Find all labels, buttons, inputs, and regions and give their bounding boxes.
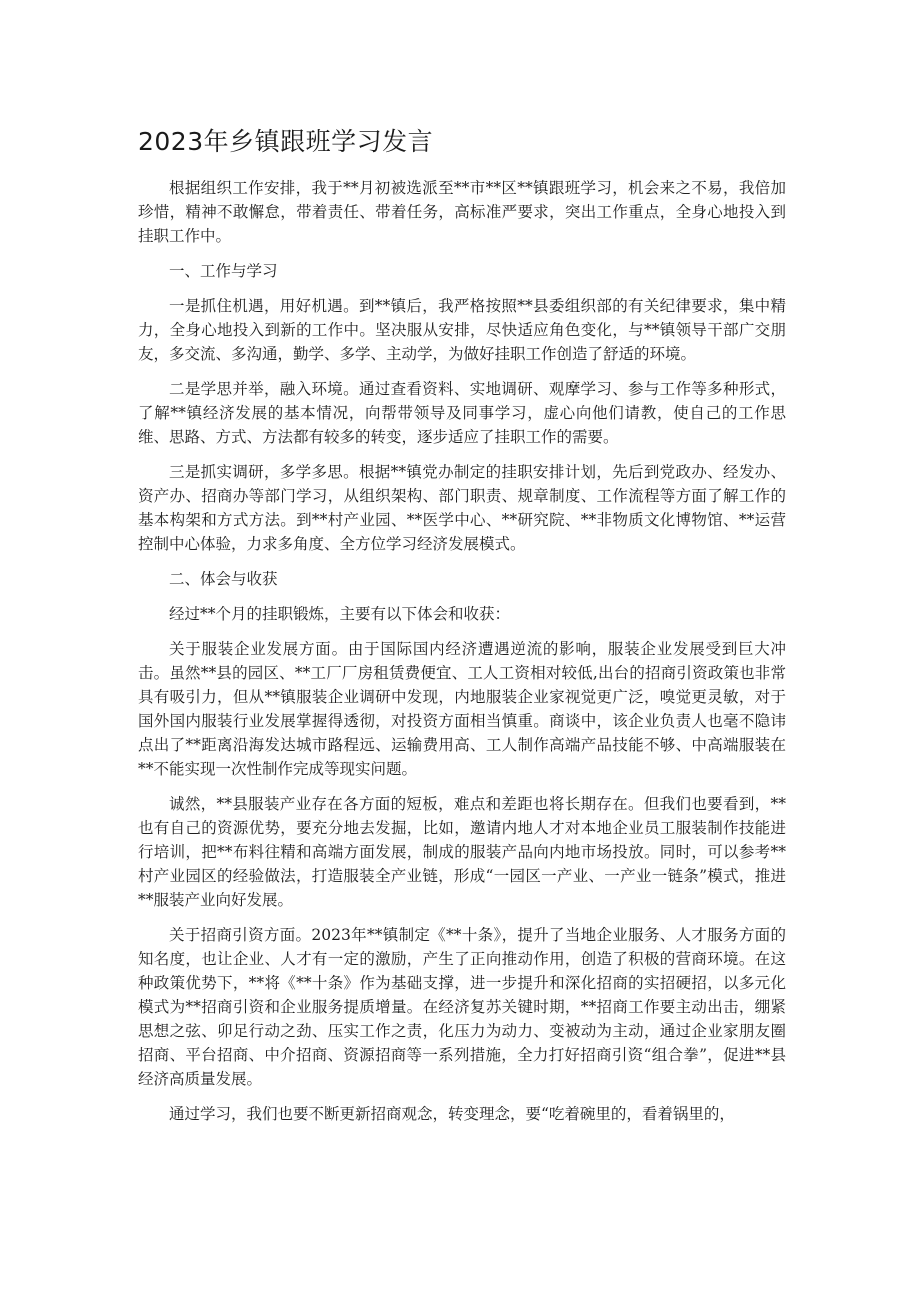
section-heading-work-study: 一、工作与学习 bbox=[169, 262, 278, 280]
document-title: 2023年乡镇跟班学习发言 bbox=[138, 127, 434, 156]
paragraph-intro: 根据组织工作安排，我于**月初被选派至**市**区**镇跟班学习，机会来之不易，我倍加珍惜，精神不敢懈怠，带着责任、带着任务，高标准严要求，突出工作重点，全身心地投入到挂职工作中。 bbox=[138, 179, 786, 245]
document-body bbox=[138, 176, 786, 1137]
section-heading-experience: 二、体会与收获 bbox=[169, 570, 278, 588]
paragraph-seize-opportunity: 一是抓住机遇，用好机遇。到**镇后，我严格按照**县委组织部的有关纪律要求，集中精力，全身心地投入到新的工作中。坚决服从安排，尽快适应角色变化，与**镇领导干部广交朋友，多交流、多沟通，勤学、多学、主动学，为做好挂职工作创造了舒适的环境。 bbox=[138, 297, 786, 363]
paragraph-experience-intro: 经过**个月的挂职锻炼，主要有以下体会和收获： bbox=[169, 605, 511, 623]
paragraph-garment-advantages: 诚然，**县服装产业存在各方面的短板，难点和差距也将长期存在。但我们也要看到，**也有自己的资源优势，要充分地去发掘，比如，邀请内地人才对本地企业员工服装制作技能进行培训，把**布料往精和高端方面发展，制成的服装产品向内地市场投放。同时，可以参考**村产业园区的经验做法，打造服装全产业链，形成“一园区一产业、一产业一链条”模式，推进**服装产业向好发展。 bbox=[138, 795, 786, 909]
paragraph-investment: 关于招商引资方面。2023年**镇制定《**十条》，提升了当地企业服务、人才服务方面的知名度，也让企业、人才有一定的激励，产生了正向推动作用，创造了积极的营商环境。在这种政策优势下，**将《**十条》作为基础支撑，进一步提升和深化招商的实招硬招，以多元化模式为**招商引资和企业服务提质增量。在经济复苏关键时期，**招商工作要主动出击，绷紧思想之弦、卯足行动之劲、压实工作之责，化压力为动力、变被动为主动，通过企业家朋友圈招商、平台招商、中介招商、资源招商等一系列措施，全力打好招商引资“组合拳”，促进**县经济高质量发展。 bbox=[138, 926, 786, 1088]
paragraph-research: 三是抓实调研，多学多思。根据**镇党办制定的挂职安排计划，先后到党政办、经发办、资产办、招商办等部门学习，从组织架构、部门职责、规章制度、工作流程等方面了解工作的基本构架和方式方法。到**村产业园、**医学中心、**研究院、**非物质文化博物馆、**运营控制中心体验，力求多角度、全方位学习经济发展模式。 bbox=[138, 463, 786, 553]
paragraph-garment-industry: 关于服装企业发展方面。由于国际国内经济遭遇逆流的影响，服装企业发展受到巨大冲击。虽然**县的园区、**工厂厂房租赁费便宜、工人工资相对较低,出台的招商引资政策也非常具有吸引力，但从**镇服装企业调研中发现，内地服装企业家视觉更广泛，嗅觉更灵敏，对于国外国内服装行业发展掌握得透彻，对投资方面相当慎重。商谈中，该企业负责人也毫不隐讳点出了**距离沿海发达城市路程远、运输费用高、工人制作高端产品技能不够、中高端服装在**不能实现一次性制作完成等现实问题。 bbox=[138, 640, 786, 778]
paragraph-learn-integrate: 二是学思并举，融入环境。通过查看资料、实地调研、观摩学习、参与工作等多种形式，了解**镇经济发展的基本情况，向帮带领导及同事学习，虚心向他们请教，使自己的工作思维、思路、方式、方法都有较多的转变，逐步适应了挂职工作的需要。 bbox=[138, 380, 786, 446]
paragraph-investment-ideas: 通过学习，我们也要不断更新招商观念，转变理念，要“吃着碗里的，看着锅里的， bbox=[169, 1105, 735, 1123]
